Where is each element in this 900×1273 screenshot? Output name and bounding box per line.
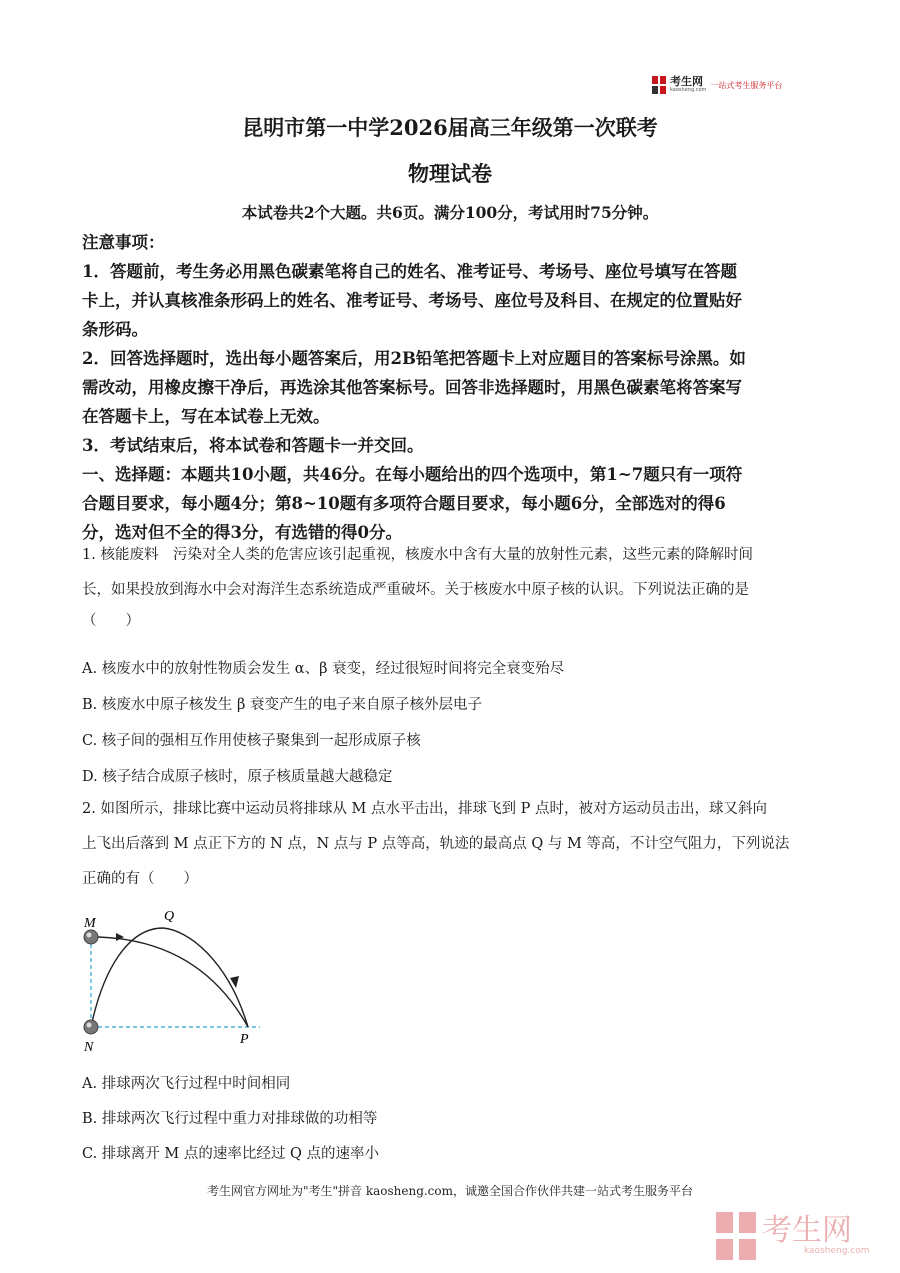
notes-item-2-line-2: 需改动，用橡皮擦干净后，再选涂其他答案标号。回答非选择题时，用黑色碳素笔将答案写 (82, 378, 742, 397)
notes-item-3: 3．考试结束后，将本试卷和答题卡一并交回。 (82, 436, 424, 455)
question-1-option-c: C. 核子间的强相互作用使核子聚集到一起形成原子核 (82, 733, 421, 749)
question-1-option-a: A. 核废水中的放射性物质会发生 α、β 衰变，经过很短时间将完全衰变殆尽 (82, 661, 565, 677)
notes-item-1-line-1: 1．答题前，考生务必用黑色碳素笔将自己的姓名、准考证号、考场号、座位号填写在答题 (82, 262, 737, 281)
subject-title: 物理试卷 (408, 161, 492, 186)
label-q: Q (164, 909, 175, 924)
logo-slogan: 一站式考生服务平台 (710, 80, 783, 90)
notes-item-1-line-2: 卡上，并认真核准条形码上的姓名、准考证号、考场号、座位号及科目、在规定的位置贴好 (82, 291, 742, 310)
volleyball-trajectory-figure (78, 900, 278, 1060)
watermark-logo-icon (716, 1212, 756, 1260)
question-2-line-2: 上飞出后落到 M 点正下方的 N 点，N 点与 P 点等高，轨迹的最高点 Q 与 M 等高，不计空气阻力，下列说法 (82, 836, 790, 852)
section-1-line-1: 一、选择题：本题共10小题，共46分。在每小题给出的四个选项中，第1~7题只有一项符 (82, 465, 743, 484)
logo-name: 考生网 (670, 75, 703, 88)
notes-item-1-line-3: 条形码。 (82, 320, 148, 339)
label-n: N (84, 1040, 94, 1055)
notes-item-2-line-3: 在答题卡上，写在本试卷上无效。 (82, 407, 330, 426)
watermark-url: kaosheng.com (804, 1245, 870, 1256)
section-1-line-2: 合题目要求，每小题4分；第8~10题有多项符合题目要求，每小题6分，全部选对的得6 (82, 494, 726, 513)
ball-at-n (84, 1020, 98, 1034)
question-1-option-b: B. 核废水中原子核发生 β 衰变产生的电子来自原子核外层电子 (82, 697, 482, 713)
question-1-option-d: D. 核子结合成原子核时，原子核质量越大越稳定 (82, 769, 393, 785)
footer-text: 考生网官方网址为"考生"拼音 kaosheng.com，诚邀全国合作伙伴共建一站式考生服务平台 (206, 1184, 694, 1198)
notes-section (82, 228, 822, 547)
question-2 (82, 792, 822, 897)
question-1-line-3: （ ） (82, 613, 140, 629)
trajectory-m-to-p (91, 937, 248, 1027)
ball-at-n-highlight (87, 1023, 92, 1028)
question-1-line-1: 1. 核能废料 污染对全人类的危害应该引起重视，核废水中含有大量的放射性元素，这些元素的降解时间 (82, 547, 753, 563)
ball-at-m-highlight (87, 933, 92, 938)
label-p: P (240, 1032, 249, 1047)
exam-title: 昆明市第一中学2026届高三年级第一次联考 (242, 115, 658, 140)
question-2-option-a: A. 排球两次飞行过程中时间相同 (82, 1076, 291, 1092)
trajectory-p-to-n (91, 928, 248, 1027)
watermark (716, 1208, 886, 1263)
question-1-line-2: 长，如果投放到海水中会对海洋生态系统造成严重破坏。关于核废水中原子核的认识。下列说法正确的是 (82, 582, 749, 598)
question-1 (82, 538, 822, 634)
kaosheng-logo-icon (652, 76, 666, 94)
header-logo[interactable] (652, 74, 822, 96)
question-2-line-1: 2. 如图所示，排球比赛中运动员将排球从 M 点水平击出，排球飞到 P 点时，被对方运动员击出，球又斜向 (82, 801, 767, 817)
question-2-line-3: 正确的有（ ） (82, 871, 198, 887)
watermark-text: 考生网 (762, 1212, 852, 1248)
question-2-option-c: C. 排球离开 M 点的速率比经过 Q 点的速率小 (82, 1146, 379, 1162)
label-m: M (84, 916, 96, 931)
notes-heading: 注意事项： (82, 233, 165, 252)
ball-at-m (84, 930, 98, 944)
notes-item-2-line-1: 2．回答选择题时，选出每小题答案后，用2B铅笔把答题卡上对应题目的答案标号涂黑。如 (82, 349, 746, 368)
section-1-line-3: 分，选对但不全的得3分，有选错的得0分。 (82, 523, 402, 542)
question-2-option-b: B. 排球两次飞行过程中重力对排球做的功相等 (82, 1111, 378, 1127)
logo-url: kaosheng.com (670, 87, 707, 93)
exam-info: 本试卷共2个大题。共6页。满分100分，考试用时75分钟。 (241, 203, 659, 222)
